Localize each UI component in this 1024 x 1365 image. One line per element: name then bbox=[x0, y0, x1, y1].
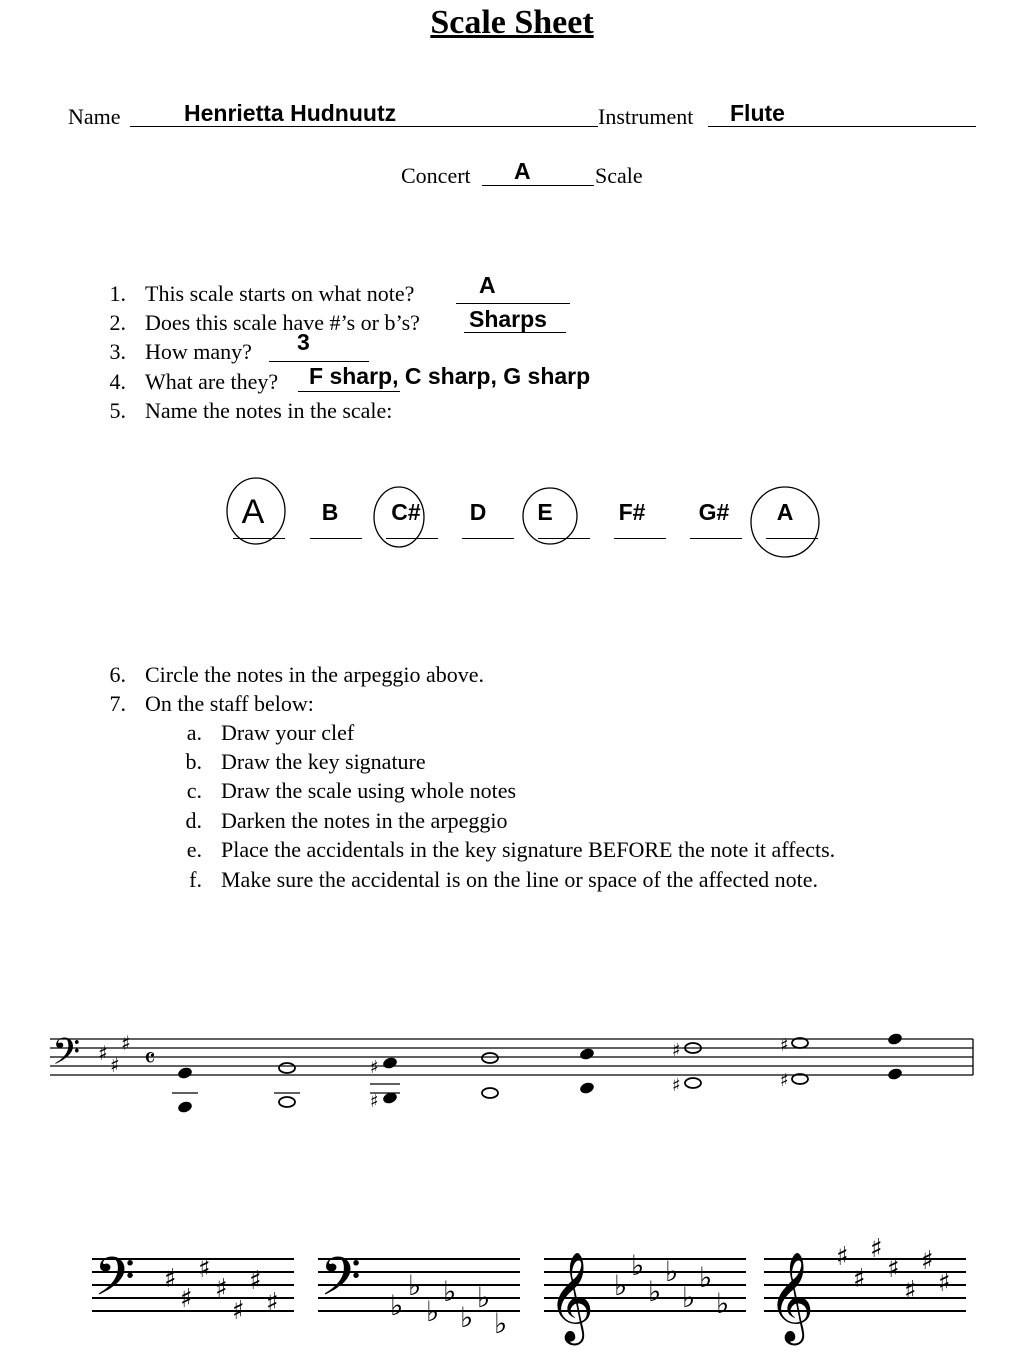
flat-icon: ♭ bbox=[460, 1301, 474, 1334]
question-text: Does this scale have #’s or b’s? bbox=[145, 310, 420, 335]
question-number: 2. bbox=[109, 310, 126, 335]
flat-icon: ♭ bbox=[699, 1261, 713, 1294]
flat-icon: ♭ bbox=[682, 1281, 696, 1314]
reference-staff-bass-sharps bbox=[92, 1247, 294, 1326]
scale-note: F# bbox=[618, 499, 646, 525]
sharp-icon: ♯ bbox=[98, 1041, 108, 1065]
key-signature-reference bbox=[0, 1215, 1024, 1365]
treble-clef-icon: 𝄞 bbox=[768, 1252, 815, 1342]
flat-icon: ♭ bbox=[665, 1255, 679, 1288]
sharp-icon: ♯ bbox=[853, 1264, 866, 1294]
common-time-icon: 𝄴 bbox=[144, 1044, 156, 1074]
note-head bbox=[279, 1097, 295, 1107]
ledger-lines bbox=[172, 1084, 400, 1093]
question-answer: Sharps bbox=[469, 306, 547, 332]
note-head bbox=[887, 1032, 904, 1046]
sharp-icon: ♯ bbox=[938, 1268, 951, 1298]
arpeggio-circle bbox=[374, 487, 424, 547]
arpeggio-circle bbox=[227, 478, 285, 544]
flat-icon: ♭ bbox=[390, 1289, 404, 1322]
question-answer: F sharp, C sharp, G sharp bbox=[309, 363, 591, 389]
scale-note: E bbox=[537, 499, 553, 525]
bass-clef-icon: 𝄢 bbox=[320, 1247, 362, 1321]
note-head bbox=[279, 1063, 295, 1073]
sub-instruction-letter: d. bbox=[185, 808, 202, 833]
sharp-icon: ♯ bbox=[870, 1234, 883, 1264]
scale-note: A bbox=[241, 493, 265, 531]
flat-icon: ♭ bbox=[716, 1287, 730, 1320]
instrument-value: Flute bbox=[730, 100, 785, 126]
sub-instruction-letter: e. bbox=[186, 837, 202, 862]
question-number: 4. bbox=[109, 369, 126, 394]
bass-clef-icon: 𝄢 bbox=[52, 1031, 81, 1082]
bass-clef-icon: 𝄢 bbox=[94, 1247, 136, 1321]
note-head bbox=[482, 1088, 498, 1098]
sub-instruction-letter: b. bbox=[185, 749, 202, 774]
note-head bbox=[685, 1078, 701, 1088]
instruction-text: On the staff below: bbox=[145, 691, 314, 716]
flat-icon: ♭ bbox=[443, 1275, 457, 1308]
sharp-icon: ♯ bbox=[921, 1246, 934, 1276]
sharp-icon: ♯ bbox=[180, 1284, 193, 1314]
sharp-icon: ♯ bbox=[110, 1053, 120, 1077]
sharp-icon: ♯ bbox=[215, 1274, 228, 1304]
question-text: How many? bbox=[145, 339, 252, 364]
sub-instruction-letter: f. bbox=[189, 867, 202, 892]
sharp-icon: ♯ bbox=[164, 1264, 177, 1294]
main-staff[interactable] bbox=[0, 1010, 1024, 1150]
sharp-icon: ♯ bbox=[232, 1296, 245, 1326]
sharp-icon: ♯ bbox=[198, 1254, 211, 1284]
sharp-icon: ♯ bbox=[780, 1070, 789, 1091]
sharp-icon: ♯ bbox=[370, 1091, 379, 1112]
sub-instruction-letter: c. bbox=[186, 778, 202, 803]
sharp-icon: ♯ bbox=[370, 1057, 379, 1078]
question-number: 5. bbox=[109, 398, 126, 423]
sub-instruction-text: Draw the key signature bbox=[221, 749, 426, 774]
scale-label: Scale bbox=[595, 163, 643, 188]
reference-staff-treble-flats bbox=[544, 1249, 746, 1346]
sharp-icon: ♯ bbox=[266, 1288, 279, 1318]
scale-note: D bbox=[469, 499, 487, 525]
sub-instruction-letter: a. bbox=[186, 720, 202, 745]
sub-instruction-text: Place the accidentals in the key signature BEFORE the note it affects. bbox=[221, 837, 836, 862]
reference-staff-bass-flats bbox=[318, 1247, 520, 1340]
question-answer: 3 bbox=[297, 329, 310, 355]
flat-icon: ♭ bbox=[408, 1269, 422, 1302]
instrument-label: Instrument bbox=[598, 104, 694, 129]
scale-note: A bbox=[776, 499, 794, 525]
concert-label: Concert bbox=[401, 163, 471, 188]
reference-staff-treble-sharps bbox=[764, 1234, 966, 1346]
scale-note: B bbox=[321, 499, 339, 525]
scale-note: C# bbox=[391, 499, 421, 525]
instruction-number: 6. bbox=[109, 662, 126, 687]
question-text: What are they? bbox=[145, 369, 279, 394]
sharp-icon: ♯ bbox=[780, 1035, 789, 1056]
question-answer: A bbox=[479, 272, 496, 298]
note-head bbox=[579, 1047, 596, 1061]
sharp-icon: ♯ bbox=[904, 1276, 917, 1306]
sharp-icon: ♯ bbox=[121, 1031, 131, 1055]
flat-icon: ♭ bbox=[494, 1307, 508, 1340]
page-title: Scale Sheet bbox=[430, 4, 594, 41]
flat-icon: ♭ bbox=[477, 1281, 491, 1314]
sharp-icon: ♯ bbox=[887, 1254, 900, 1284]
flat-icon: ♭ bbox=[426, 1295, 440, 1328]
sharp-icon: ♯ bbox=[672, 1075, 681, 1096]
flat-icon: ♭ bbox=[614, 1269, 628, 1302]
arpeggio-circle bbox=[751, 487, 819, 557]
instruction-number: 7. bbox=[109, 691, 126, 716]
question-number: 1. bbox=[109, 281, 126, 306]
treble-clef-icon: 𝄞 bbox=[548, 1252, 595, 1342]
note-head bbox=[382, 1056, 399, 1070]
sharp-icon: ♯ bbox=[672, 1040, 681, 1061]
sub-instruction-text: Darken the notes in the arpeggio bbox=[221, 808, 508, 833]
sub-instruction-text: Make sure the accidental is on the line or space of the affected note. bbox=[221, 867, 819, 892]
name-label: Name bbox=[68, 104, 121, 129]
note-head bbox=[177, 1066, 194, 1080]
name-value: Henrietta Hudnuutz bbox=[184, 100, 397, 126]
flat-icon: ♭ bbox=[648, 1275, 662, 1308]
instruction-text: Circle the notes in the arpeggio above. bbox=[145, 662, 485, 687]
scale-note: G# bbox=[698, 499, 730, 525]
sub-instruction-text: Draw the scale using whole notes bbox=[221, 778, 517, 803]
concert-value: A bbox=[514, 158, 531, 184]
arpeggio-circle bbox=[523, 488, 577, 544]
question-number: 3. bbox=[109, 339, 126, 364]
note-head bbox=[482, 1053, 498, 1063]
flat-icon: ♭ bbox=[631, 1249, 645, 1282]
sharp-icon: ♯ bbox=[249, 1266, 262, 1296]
note-head bbox=[177, 1100, 194, 1114]
question-text: This scale starts on what note? bbox=[145, 281, 415, 306]
sub-instruction-text: Draw your clef bbox=[221, 720, 355, 745]
scale-notes-lower bbox=[177, 1067, 904, 1114]
sharp-icon: ♯ bbox=[836, 1242, 849, 1272]
question-text: Name the notes in the scale: bbox=[145, 398, 393, 423]
note-head bbox=[579, 1081, 596, 1095]
note-head bbox=[887, 1067, 904, 1081]
arpeggio-circles bbox=[0, 0, 1024, 600]
